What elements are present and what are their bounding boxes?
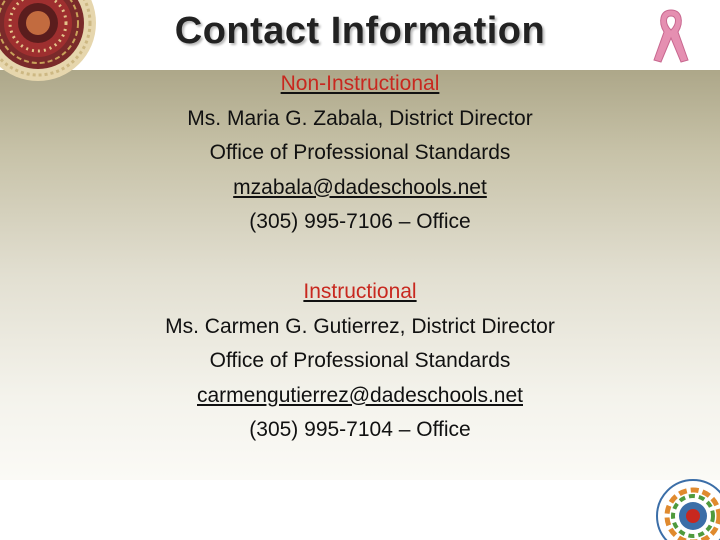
contact-category: Non-Instructional [280,72,440,95]
slide-title: Contact Information [174,10,546,52]
contact-name-title: Ms. Maria G. Zabala, District Director [187,106,533,130]
contact-email-link[interactable]: carmengutierrez@dadeschools.net [197,383,523,407]
contact-block-non-instructional [0,67,720,240]
contact-name-title: Ms. Carmen G. Gutierrez, District Director [165,314,555,338]
contact-phone: (305) 995-7104 – Office [249,418,471,441]
contact-email-link[interactable]: mzabala@dadeschools.net [233,175,487,199]
contact-category: Instructional [303,280,417,303]
leadership-seal-icon [655,478,720,540]
contact-block-instructional [0,275,720,448]
slide-footer [0,480,720,540]
contact-office: Office of Professional Standards [209,141,511,164]
contact-phone: (305) 995-7106 – Office [249,210,471,233]
contact-office: Office of Professional Standards [209,349,511,372]
